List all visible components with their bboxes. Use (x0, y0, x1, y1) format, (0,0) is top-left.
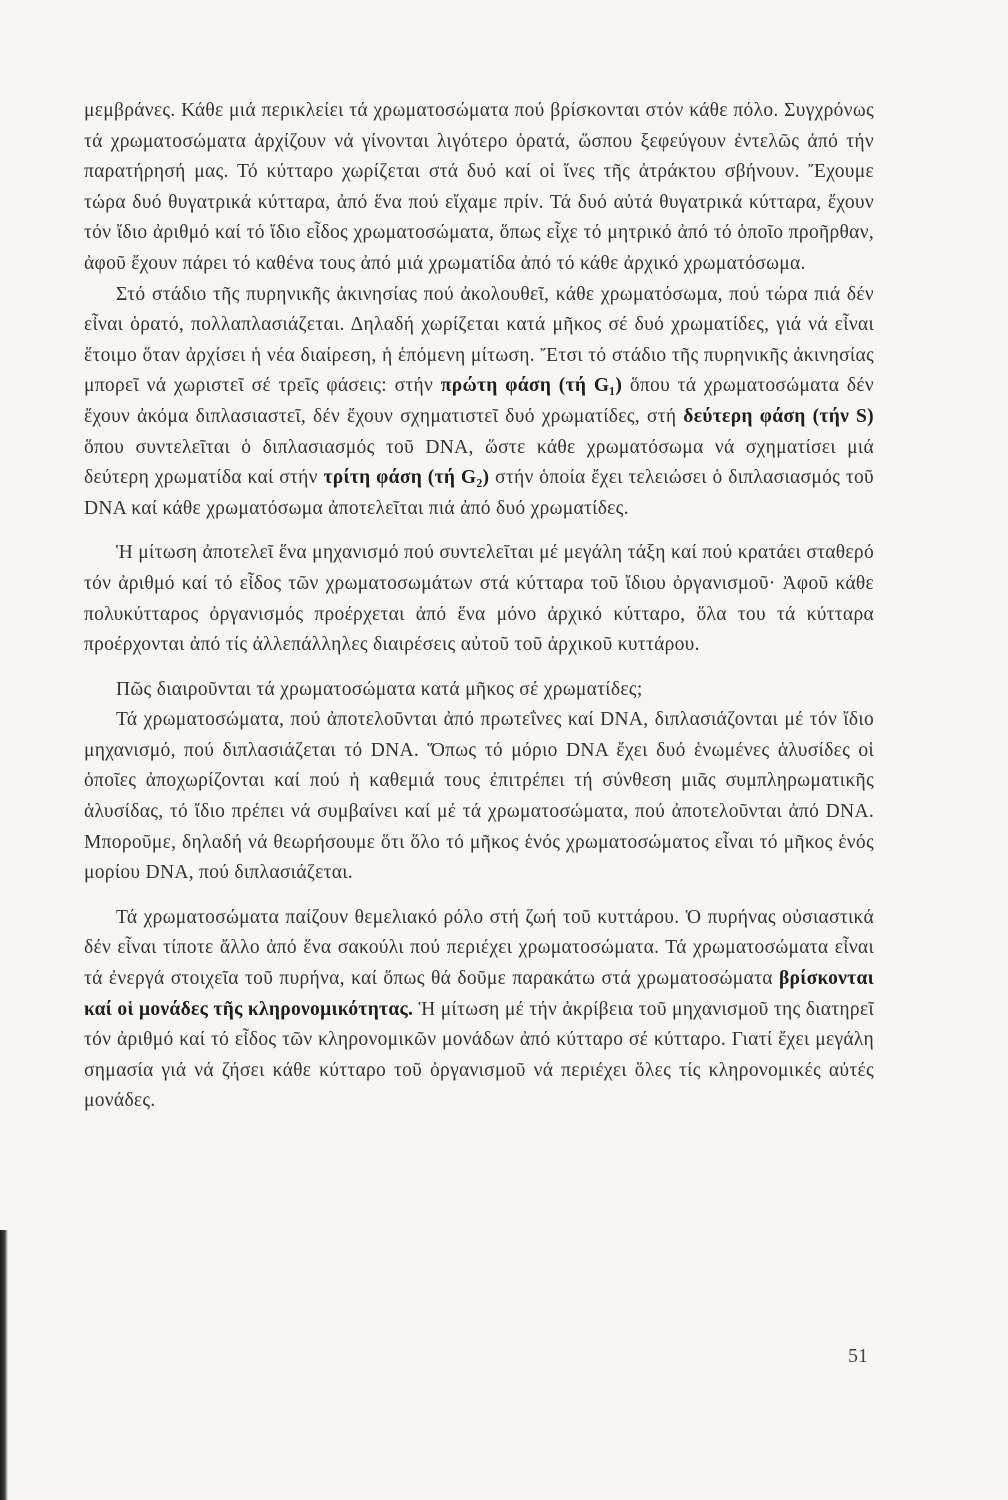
heredity-units-term: βρίσκονται καί οἱ μονάδες τῆς κληρονομικότητας. (84, 968, 874, 1020)
paragraph-6-text-b: Ἡ μίτωση μέ τήν ἀκρίβεια τοῦ μηχανισμοῦ της διατηρεῖ τόν ἀριθμό καί τό εἶδος τῶν κληρονομικῶν μονάδων ἀπό κύτταρο σέ κύτταρο. Γιατί ἔχει μεγάλη σημασία γιά νά ζήσει κάθε κύτταρο τοῦ ὀργανισμοῦ νά περιέχει ὅλες τίς κληρονομικές αὐτές μονάδες. (84, 998, 874, 1112)
scan-edge-shadow (0, 1230, 8, 1500)
paragraph-2-text-c: ὅπου συντελεῖται ὁ διπλασιασμός τοῦ DNA, ὥστε κάθε χρωματόσωμα νά σχηματίσει μιά δεύτερη χρωματίδα καί στήν (84, 436, 874, 489)
paragraph-5: Τά χρωματοσώματα, πού ἀποτελοῦνται ἀπό πρωτεΐνες καί DNA, διπλασιάζονται μέ τόν ἴδιο μηχανισμό, πού διπλασιάζεται τό DNA. Ὅπως τό μόριο DNA ἔχει δυό ἑνωμένες ἁλυσίδες οἱ ὁποῖες ἀποχωρίζονται καί πού ἡ καθεμιά τους ἐπιτρέπει τή σύνθεση μιᾶς συμπληρωματικῆς ἁλυσίδας, τό ἴδιο πρέπει νά συμβαίνει καί μέ τά χρωματοσώματα, πού ἀποτελοῦνται ἀπό DNA. Μποροῦμε, δηλαδή νά θεωρήσουμε ὅτι ὅλο τό μῆκος ἑνός χρωματοσώματος εἶναι τό μῆκος ἑνός μορίου DNA, πού διπλασιάζεται. (84, 709, 874, 884)
body-text (84, 96, 874, 1117)
paragraph-6 (84, 903, 874, 1117)
paragraph-2-text-a: Στό στάδιο τῆς πυρηνικῆς ἀκινησίας πού ἀκολουθεῖ, κάθε χρωματόσωμα, πού τώρα πιά δέν εἶναι ὁρατό, πολλαπλασιάζεται. Δηλαδή χωρίζεται κατά μῆκος σέ δυό χρωματίδες, γιά νά εἶναι ἕτοιμο ὅταν ἀρχίσει ἡ νέα διαίρεση, ἡ ἑπόμενη μίτωση. Ἔτσι τό στάδιο τῆς πυρηνικῆς ἀκινησίας μπορεῖ νά χωριστεῖ σέ τρεῖς φάσεις: στήν (84, 283, 874, 397)
paragraph-3: Ἡ μίτωση ἀποτελεῖ ἕνα μηχανισμό πού συντελεῖται μέ μεγάλη τάξη καί πού κρατάει σταθερό τόν ἀριθμό καί τό εἶδος τῶν χρωματοσωμάτων στά κύτταρα τοῦ ἴδιου ὀργανισμοῦ· Ἀφοῦ κάθε πολυκύτταρος ὀργανισμός προέρχεται ἀπό ἕνα μόνο ἀρχικό κύτταρο, ὅλα του τά κύτταρα προέρχονται ἀπό τίς ἀλλεπάλληλες διαιρέσεις αὐτοῦ τοῦ ἀρχικοῦ κυττάρου. (84, 542, 874, 656)
paragraph-2-text-d: στήν ὁποία ἔχει τελειώσει ὁ διπλασιασμός τοῦ DNA καί κάθε χρωματόσωμα ἀποτελεῖται πιά ἀπό δυό χρωματίδες. (84, 467, 874, 519)
paragraph-2-text-b: ὅπου τά χρωματοσώματα δέν ἔχουν ἀκόμα διπλασιαστεῖ, δέν ἔχουν σχηματιστεῖ δυό χρωματίδες, στή (84, 375, 874, 427)
third-phase-term: τρίτη φάση (τή G₂) (323, 467, 490, 489)
paragraph-6-text-a: Τά χρωματοσώματα παίζουν θεμελιακό ρόλο στή ζωή τοῦ κυττάρου. Ὁ πυρήνας οὐσιαστικά δέν εἶναι τίποτε ἄλλο ἀπό ἕνα σακούλι πού περιέχει χρωματοσώματα. Τά χρωματοσώματα εἶναι τά ἐνεργά στοιχεῖα τοῦ πυρήνα, καί ὅπως θά δοῦμε παρακάτω στά χρωματοσώματα (84, 906, 874, 990)
first-phase-term: πρώτη φάση (τή G₁) (440, 375, 623, 397)
paragraph-4-question: Πῶς διαιροῦνται τά χρωματοσώματα κατά μῆκος σέ χρωματίδες; (116, 678, 643, 700)
second-phase-term: δεύτερη φάση (τήν S) (683, 405, 874, 427)
page-number: 51 (848, 1345, 868, 1367)
paragraph-2 (84, 280, 874, 525)
paragraph-1: μεμβράνες. Κάθε μιά περικλείει τά χρωματοσώματα πού βρίσκονται στόν κάθε πόλο. Συγχρόνως τά χρωματοσώματα ἀρχίζουν νά γίνονται λιγότερο ὁρατά, ὥσπου ξεφεύγουν ἐντελῶς ἀπό τήν παρατήρησή μας. Τό κύτταρο χωρίζεται στά δυό καί οἱ ἴνες τῆς ἀτράκτου σβήνουν. Ἔχουμε τώρα δυό θυγατρικά κύτταρα, ἀπό ἕνα πού εἴχαμε πρίν. Τά δυό αὐτά θυγατρικά κύτταρα, ἔχουν τόν ἴδιο ἀριθμό καί τό ἴδιο εἶδος χρωματοσώματα, ὅπως εἶχε τό μητρικό ἀπό τό ὁποῖο προῆρθαν, ἀφοῦ ἔχουν πάρει τό καθένα τους ἀπό μιά χρωματίδα ἀπό τό κάθε ἀρχικό χρωματόσωμα. (84, 100, 874, 274)
